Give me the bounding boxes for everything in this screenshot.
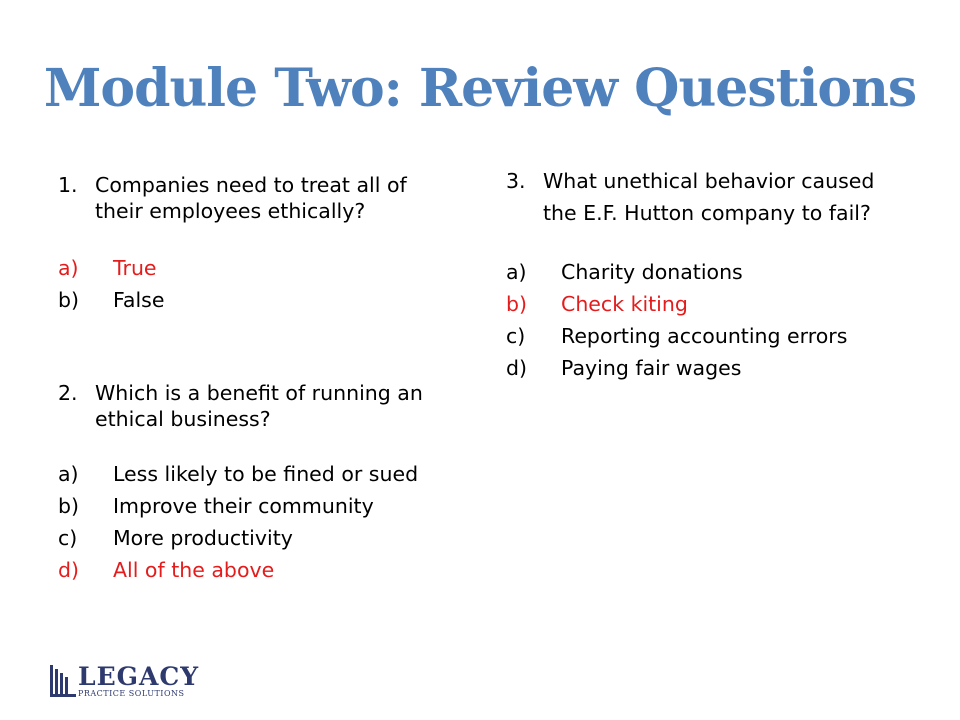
question-2-number: 2. xyxy=(58,381,78,405)
option-text: Reporting accounting errors xyxy=(561,324,848,348)
question-1-line2: their employees ethically? xyxy=(95,199,366,223)
question-1 xyxy=(58,172,458,316)
question-2-option-a xyxy=(58,458,458,490)
question-1-line1: Companies need to treat all of xyxy=(95,173,407,197)
question-3-text xyxy=(506,168,926,194)
question-3-option-b xyxy=(506,288,926,320)
slide-title: Module Two: Review Questions xyxy=(43,58,917,119)
question-2-line1: Which is a benefit of running an xyxy=(95,381,423,405)
question-2-option-b xyxy=(58,490,458,522)
question-3-option-d xyxy=(506,352,926,384)
option-letter: b) xyxy=(506,292,528,316)
option-text: All of the above xyxy=(113,558,275,582)
option-letter: c) xyxy=(506,324,526,348)
question-1-option-a xyxy=(58,252,458,284)
question-3-option-a xyxy=(506,256,926,288)
option-text: Less likely to be fined or sued xyxy=(113,462,419,486)
legacy-logo xyxy=(50,664,199,698)
option-letter: c) xyxy=(58,526,78,550)
option-text: True xyxy=(113,256,157,280)
option-text: Charity donations xyxy=(561,260,743,284)
question-3-line1: What unethical behavior caused xyxy=(543,169,875,193)
question-2-line2: ethical business? xyxy=(95,407,271,431)
question-2-options xyxy=(58,458,458,586)
option-letter: a) xyxy=(58,256,79,280)
logo-name: LEGACY xyxy=(78,662,200,691)
question-2-text xyxy=(58,380,458,406)
logo-subtitle: PRACTICE SOLUTIONS xyxy=(78,689,185,698)
option-letter: d) xyxy=(58,558,80,582)
option-letter: a) xyxy=(58,462,79,486)
option-text: More productivity xyxy=(113,526,293,550)
option-letter: d) xyxy=(506,356,528,380)
option-text: False xyxy=(113,288,165,312)
option-text: Check kiting xyxy=(561,292,688,316)
question-3-line2: the E.F. Hutton company to fail? xyxy=(543,201,871,225)
question-1-text xyxy=(58,172,458,198)
option-text: Paying fair wages xyxy=(561,356,742,380)
question-3-number: 3. xyxy=(506,169,526,193)
question-3-option-c xyxy=(506,320,926,352)
left-column xyxy=(58,172,458,586)
right-column xyxy=(506,168,926,384)
option-letter: b) xyxy=(58,494,80,518)
question-2 xyxy=(58,380,458,586)
question-1-number: 1. xyxy=(58,173,78,197)
question-2-option-c xyxy=(58,522,458,554)
question-1-option-b xyxy=(58,284,458,316)
option-letter: b) xyxy=(58,288,80,312)
question-1-options xyxy=(58,252,458,316)
option-text: Improve their community xyxy=(113,494,374,518)
question-3-options xyxy=(506,256,926,384)
question-3 xyxy=(506,168,926,384)
option-letter: a) xyxy=(506,260,527,284)
question-2-option-d xyxy=(58,554,458,586)
legacy-bars-icon xyxy=(50,665,76,697)
